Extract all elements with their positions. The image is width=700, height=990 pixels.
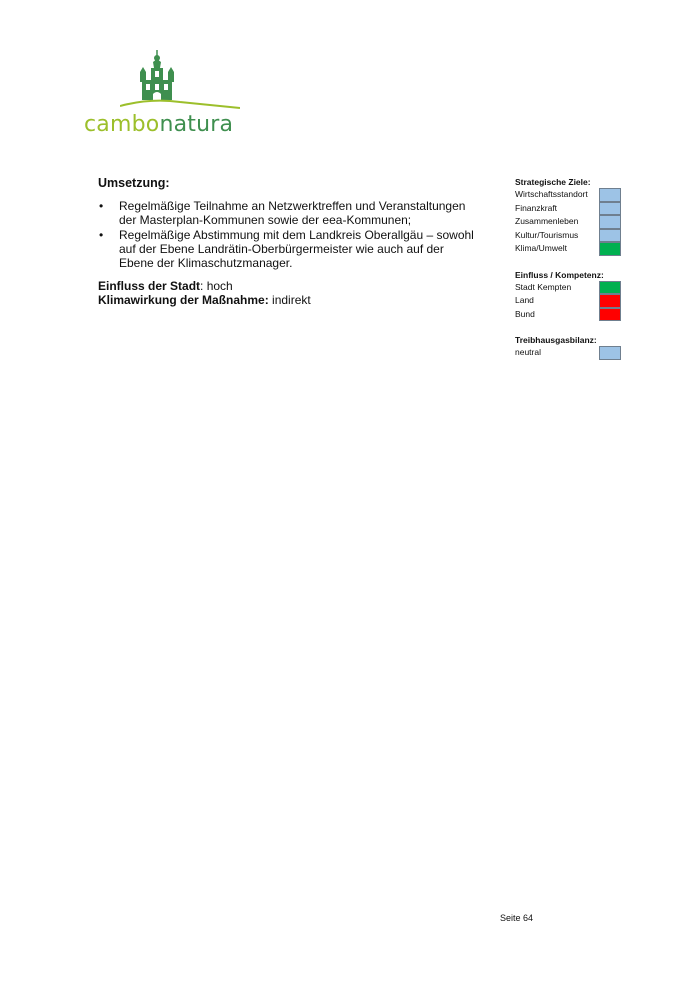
legend-label: Finanzkraft (515, 202, 558, 213)
facts-block (98, 279, 478, 307)
list-item-text: Regelmäßige Abstimmung mit dem Landkreis Oberallgäu – sowohl auf der Ebene Landrätin-Oberbürgermeister wie auch auf der Ebene der Klimaschutzmanager. (119, 228, 474, 270)
legend-label: Bund (515, 308, 535, 319)
legend-row (515, 215, 625, 229)
list-item-text: Regelmäßige Teilnahme an Netzwerktreffen und Veranstaltungen der Masterplan-Kommunen sowie der eea-Kommunen; (119, 199, 466, 227)
einfluss-value: : hoch (200, 279, 233, 293)
bullet-icon: • (99, 199, 104, 213)
legend-row (515, 202, 625, 216)
cambonatura-logo (84, 48, 244, 140)
list-item (98, 199, 478, 227)
legend-row (515, 188, 625, 202)
legend-swatch (599, 346, 621, 360)
legend-swatch (599, 229, 621, 243)
treibhausgasbilanz-title: Treibhausgasbilanz: (515, 335, 597, 345)
castle-tower-icon (120, 48, 240, 112)
klimawirkung-line (98, 293, 478, 307)
einfluss-line (98, 279, 478, 293)
legend-swatch (599, 294, 621, 308)
logo-text-cambo: cambo (84, 112, 160, 137)
umsetzung-heading: Umsetzung: (98, 176, 170, 190)
legend-row (515, 242, 625, 256)
legend-label: Zusammenleben (515, 216, 579, 226)
legend-row (515, 308, 625, 322)
legend-label: Land (515, 295, 534, 305)
einfluss-label: Einfluss der Stadt (98, 279, 201, 293)
legend-swatch (599, 308, 621, 322)
legend-swatch (599, 188, 621, 202)
einfluss-kompetenz-group (515, 269, 625, 322)
umsetzung-list (98, 199, 478, 270)
sidebar-legend (515, 176, 625, 373)
treibhausgasbilanz-group (515, 334, 625, 360)
bullet-icon: • (99, 228, 104, 242)
main-content (98, 176, 478, 307)
legend-label: Klima/Umwelt (515, 243, 567, 253)
legend-swatch (599, 242, 621, 256)
strategische-ziele-group (515, 176, 625, 256)
klimawirkung-label: Klimawirkung der Maßnahme: (98, 293, 269, 307)
legend-swatch (599, 281, 621, 295)
legend-swatch (599, 202, 621, 216)
legend-label: Wirtschaftsstandort (515, 189, 588, 199)
page-number: Seite 64 (500, 913, 534, 923)
klimawirkung-value: indirekt (268, 293, 311, 307)
einfluss-kompetenz-title: Einfluss / Kompetenz: (515, 269, 604, 280)
legend-label: neutral (515, 347, 541, 357)
logo-text-natura: natura (159, 112, 234, 137)
legend-swatch (599, 215, 621, 229)
legend-row (515, 346, 625, 360)
list-item (98, 228, 478, 270)
legend-label: Kultur/Tourismus (515, 229, 579, 240)
legend-row (515, 229, 625, 243)
legend-row (515, 281, 625, 295)
strategische-ziele-title: Strategische Ziele: (515, 177, 591, 187)
legend-row (515, 294, 625, 308)
legend-label: Stadt Kempten (515, 281, 572, 292)
logo-wordmark (84, 112, 233, 137)
